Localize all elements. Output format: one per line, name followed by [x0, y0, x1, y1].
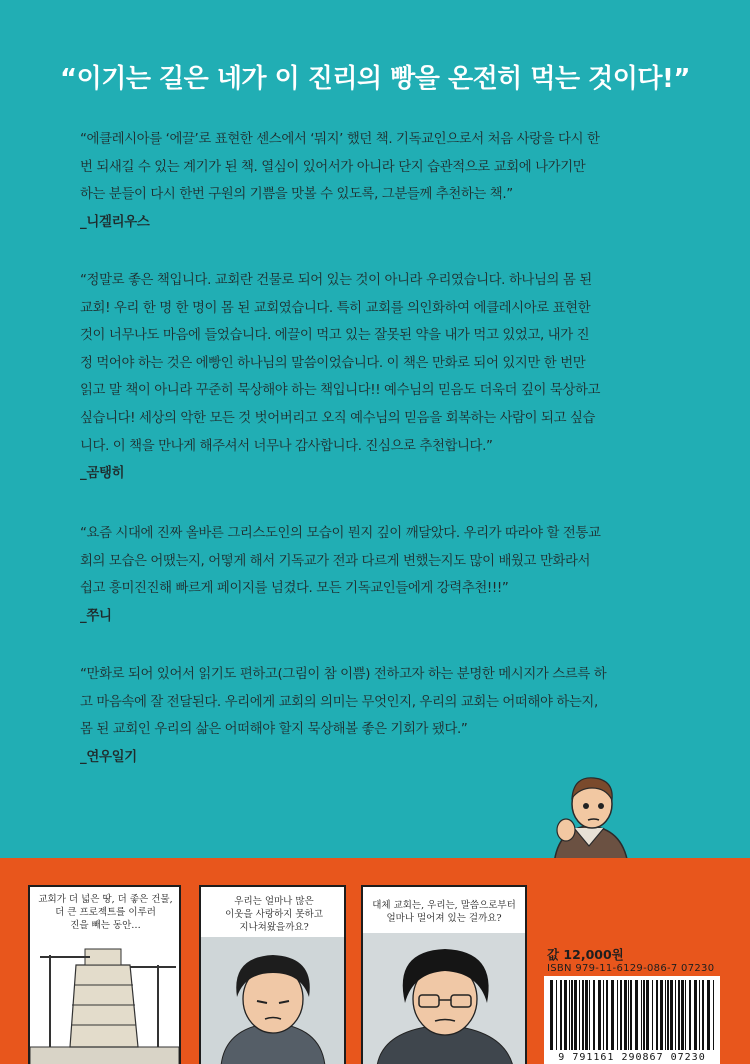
barcode-bar: [620, 980, 622, 1050]
barcode-bar: [694, 980, 697, 1050]
panel-caption-line: 더 큰 프로젝트를 이루러: [55, 907, 156, 918]
barcode-bar: [624, 980, 627, 1050]
barcode-bar: [707, 980, 710, 1050]
barcode-bar: [582, 980, 584, 1050]
tower-illustration: [30, 935, 179, 1064]
barcode-bar: [667, 980, 669, 1050]
review-line: “요즘 시대에 진짜 올바른 그리스도인의 모습이 뭔지 깊이 깨달았다. 우리가 따라야 할 전통교: [80, 526, 601, 541]
barcode-bar: [635, 980, 638, 1050]
barcode-bar: [630, 980, 632, 1050]
barcode-bar: [689, 980, 691, 1050]
barcode-bar: [611, 980, 614, 1050]
barcode-bar: [571, 980, 573, 1050]
review-line: “정말로 좋은 책입니다. 교회란 건물로 되어 있는 것이 아니라 우리였습니다. 하나님의 몸 된: [80, 273, 592, 288]
barcode-bar: [685, 980, 686, 1050]
review-line: 싶습니다! 세상의 악한 모든 것 벗어버리고 오직 예수님의 믿음을 회복하는 사람이 되고 싶습: [80, 410, 596, 426]
barcode-bar: [660, 980, 663, 1050]
review-line: 읽고 말 책이 아니라 꾸준히 묵상해야 하는 책입니다!! 예수님의 믿음도 더욱더 깊이 묵상하고: [80, 383, 601, 399]
character-illustration: [363, 933, 525, 1064]
barcode-bar: [656, 980, 658, 1050]
review-author: _쭈니: [80, 608, 112, 624]
barcode: [544, 976, 720, 1064]
review: [80, 267, 680, 488]
review-line: “만화로 되어 있어서 읽기도 편하고(그림이 참 이쁨) 전하고자 하는 분명한 메시지가 스르륵 하: [80, 667, 607, 682]
barcode-bar: [681, 980, 684, 1050]
barcode-bar: [598, 980, 601, 1050]
panel-caption-line: 대체 교회는, 우리는, 말씀으로부터: [372, 900, 516, 911]
barcode-bar: [665, 980, 666, 1050]
barcode-bar: [564, 980, 567, 1050]
barcode-bar: [560, 980, 562, 1050]
barcode-bar: [670, 980, 673, 1050]
review-line: 교회! 우리 한 명 한 명이 몸 된 교회였습니다. 특히 교회를 의인화하여 에클레시아로 표현한: [80, 300, 591, 316]
barcode-bar: [585, 980, 588, 1050]
barcode-bar: [593, 980, 595, 1050]
comic-panel: [199, 885, 346, 1064]
panel-caption-line: 지나쳐왔을까요?: [239, 922, 309, 933]
review-line: “에클레시아를 ‘에끌’로 표현한 센스에서 ‘뭐지’ 했던 책. 기독교인으로서 처음 사랑을 다시 한: [80, 132, 600, 147]
comic-panel: [361, 885, 527, 1064]
panel-caption-line: 진을 빼는 동안…: [70, 920, 141, 931]
barcode-bar: [589, 980, 590, 1050]
headline: “이기는 길은 네가 이 진리의 빵을 온전히 먹는 것이다!”: [60, 64, 690, 94]
barcode-bar: [652, 980, 653, 1050]
panel-caption: [369, 899, 519, 925]
barcode-bar: [603, 980, 604, 1050]
panel-caption: [209, 895, 339, 934]
barcode-bars: [544, 976, 720, 1052]
price: 값 12,000원: [547, 947, 624, 962]
barcode-bar: [702, 980, 704, 1050]
review-line: 몸 된 교회인 우리의 삶은 어떠해야 할지 묵상해볼 좋은 기회가 됐다.”: [80, 722, 468, 738]
review-line: 쉽고 흥미진진해 빠르게 페이지를 넘겼다. 모든 기독교인들에게 강력추천!!!”: [80, 581, 509, 597]
panel-caption-line: 교회가 더 넓은 땅, 더 좋은 건물,: [38, 894, 173, 905]
cartoon-character-illustration: [544, 768, 634, 864]
review-line: 하는 분들이 다시 한번 구원의 기쁨을 맛볼 수 있도록, 그분들께 추천하는 책.”: [80, 187, 513, 203]
review-line: 번 되새길 수 있는 계기가 된 책. 열심이 있어서가 아니라 단지 습관적으로 교회에 나가기만: [80, 159, 586, 175]
review-line: 것이 너무나도 마음에 들었습니다. 에끌이 먹고 있는 잘못된 약을 내가 먹고 있었고, 내가 진: [80, 328, 590, 344]
comic-panel: [28, 885, 181, 1064]
barcode-bar: [556, 980, 557, 1050]
panel-caption-line: 이웃을 사랑하지 못하고: [225, 909, 323, 920]
review: [80, 126, 680, 236]
barcode-digits: 9 791161 290867 07230: [544, 1052, 720, 1063]
isbn: ISBN 979-11-6129-086-7 07230: [547, 963, 715, 974]
review-author: _연우일기: [80, 749, 137, 765]
panel-caption-line: 우리는 얼마나 많은: [234, 896, 314, 907]
barcode-bar: [569, 980, 570, 1050]
barcode-bar: [574, 980, 577, 1050]
barcode-bar: [550, 980, 553, 1050]
review-line: 정 먹어야 하는 것은 에빵인 하나님의 말씀이었습니다. 이 책은 만화로 되어 있지만 한 번만: [80, 355, 586, 371]
barcode-bar: [678, 980, 680, 1050]
review-author: _곰탱히: [80, 466, 125, 482]
barcode-bar: [641, 980, 642, 1050]
review-line: 회의 모습은 어땠는지, 어떻게 해서 기독교가 전과 다르게 변했는지도 많이 배웠고 만화라서: [80, 553, 591, 569]
review-author: _니겔리우스: [80, 214, 150, 230]
panel-caption-line: 얼마나 멀어져 있는 걸까요?: [386, 913, 502, 924]
barcode-bar: [646, 980, 649, 1050]
barcode-bar: [617, 980, 618, 1050]
character-illustration: [201, 937, 344, 1064]
review-line: 고 마음속에 잘 전달된다. 우리에게 교회의 의미는 무엇인지, 우리의 교회는 어떠해야 하는지,: [80, 694, 598, 710]
panel-caption: [38, 893, 173, 932]
barcode-bar: [699, 980, 700, 1050]
barcode-bar: [606, 980, 608, 1050]
barcode-bar: [675, 980, 676, 1050]
barcode-bar: [628, 980, 629, 1050]
barcode-bar: [713, 980, 714, 1050]
barcode-bar: [579, 980, 580, 1050]
review: [80, 661, 680, 771]
barcode-bar: [643, 980, 645, 1050]
review: [80, 520, 680, 630]
review-line: 니다. 이 책을 만나게 해주셔서 너무나 감사합니다. 진심으로 추천합니다.”: [80, 438, 493, 454]
